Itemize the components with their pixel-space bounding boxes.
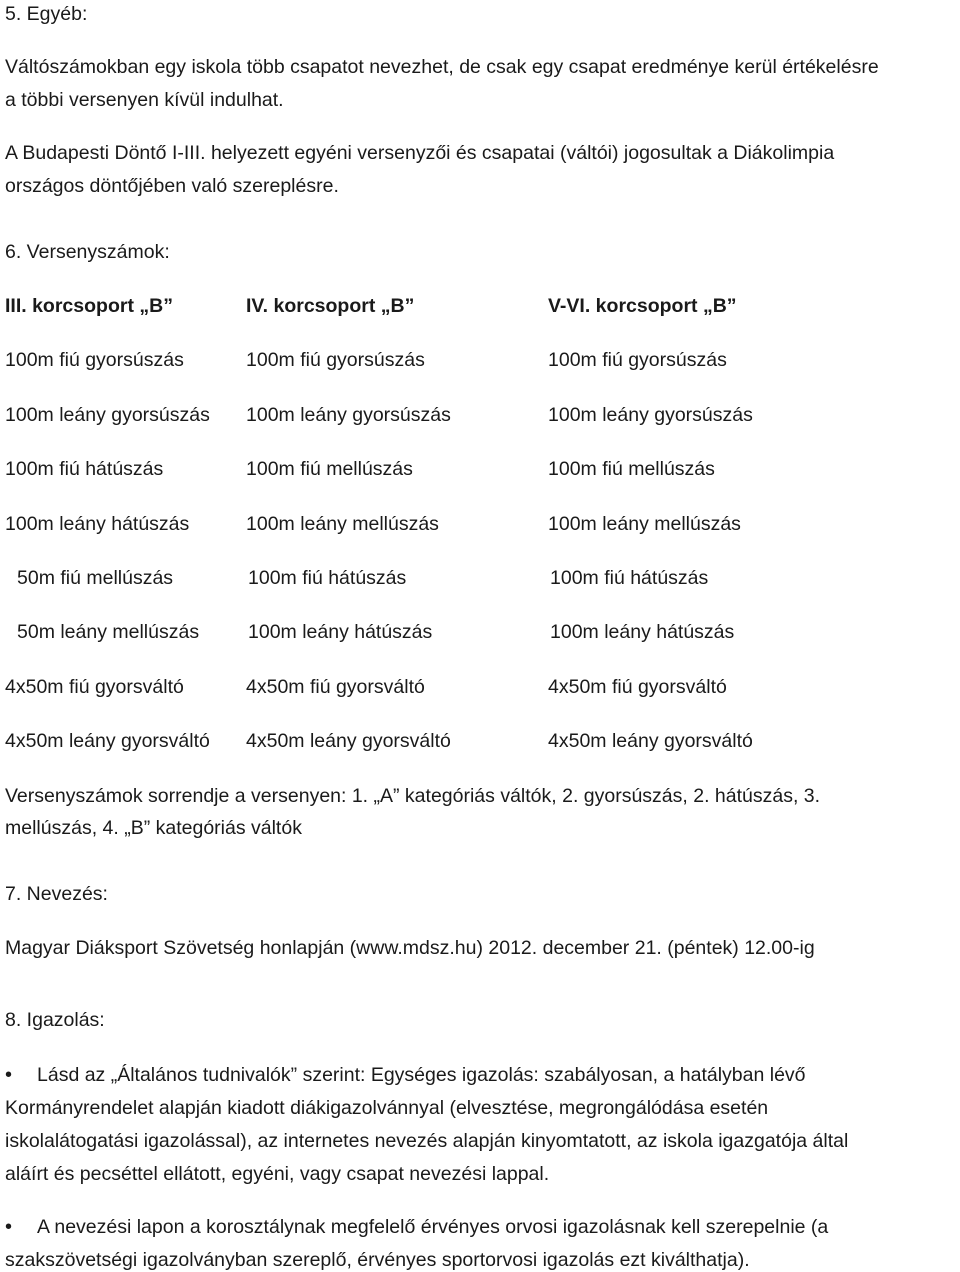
event-item: 4x50m leány gyorsváltó (246, 730, 451, 752)
event-item: 100m fiú mellúszás (246, 458, 413, 480)
event-item: 100m leány hátúszás (550, 621, 735, 643)
event-order-line-2: mellúszás, 4. „B” kategóriás váltók (5, 817, 302, 839)
event-item: 100m leány hátúszás (5, 513, 190, 535)
section-7-text: Magyar Diáksport Szövetség honlapján (www.mdsz.hu) 2012. december 21. (péntek) 12.00-ig (5, 937, 815, 959)
bullet-2-line-1: A nevezési lapon a korosztálynak megfelelő érvényes orvosi igazolásnak kell szerepelnie (a (37, 1216, 829, 1238)
bullet-icon: • (5, 1064, 13, 1086)
event-item: 100m fiú mellúszás (548, 458, 715, 480)
event-item: 100m fiú hátúszás (248, 567, 407, 589)
section-5-paragraph-2-line-1: A Budapesti Döntő I-III. helyezett egyéni versenyzői és csapatai (váltói) jogosultak a Diákolimpia (5, 142, 835, 164)
event-order-line-1: Versenyszámok sorrendje a versenyen: 1. „A” kategóriás váltók, 2. gyorsúszás, 2. hátúszás, 3. (5, 785, 821, 807)
column-header-v-vi: V-VI. korcsoport „B” (548, 295, 737, 317)
event-item: 100m leány mellúszás (246, 513, 439, 535)
event-item: 100m fiú hátúszás (5, 458, 164, 480)
bullet-1-line-1: Lásd az „Általános tudnivalók” szerint: Egységes igazolás: szabályosan, a hatályban lévő (37, 1064, 806, 1086)
bullet-icon: • (5, 1216, 13, 1238)
column-header-iii: III. korcsoport „B” (5, 295, 173, 317)
column-header-iv: IV. korcsoport „B” (246, 295, 415, 317)
event-item: 100m fiú hátúszás (550, 567, 709, 589)
event-item: 100m leány mellúszás (548, 513, 741, 535)
section-6-heading: 6. Versenyszámok: (5, 241, 170, 263)
bullet-1-line-2: Kormányrendelet alapján kiadott diákigazolvánnyal (elvesztése, megrongálódása esetén (5, 1097, 769, 1119)
bullet-1-line-3: iskolalátogatási igazolással), az internetes nevezés alapján kinyomtatott, az iskola igazgatója által (5, 1130, 849, 1152)
event-item: 50m fiú mellúszás (17, 567, 174, 589)
section-5-paragraph-2-line-2: országos döntőjében való szereplésre. (5, 175, 339, 197)
event-item: 100m leány gyorsúszás (5, 404, 210, 426)
event-item: 100m leány hátúszás (248, 621, 433, 643)
event-item: 100m leány gyorsúszás (246, 404, 451, 426)
section-8-heading: 8. Igazolás: (5, 1009, 105, 1031)
section-5-paragraph-1-line-1: Váltószámokban egy iskola több csapatot nevezhet, de csak egy csapat eredménye kerül értékelésre (5, 56, 879, 78)
event-item: 100m fiú gyorsúszás (548, 349, 727, 371)
event-item: 4x50m fiú gyorsváltó (246, 676, 425, 698)
event-item: 100m fiú gyorsúszás (5, 349, 184, 371)
event-item: 4x50m fiú gyorsváltó (548, 676, 727, 698)
event-item: 100m leány gyorsúszás (548, 404, 753, 426)
event-item: 4x50m leány gyorsváltó (5, 730, 210, 752)
section-5-paragraph-1-line-2: a többi versenyen kívül indulhat. (5, 89, 284, 111)
section-7-heading: 7. Nevezés: (5, 883, 108, 905)
event-item: 100m fiú gyorsúszás (246, 349, 425, 371)
bullet-1-line-4: aláírt és pecséttel ellátott, egyéni, vagy csapat nevezési lappal. (5, 1163, 550, 1185)
event-item: 4x50m leány gyorsváltó (548, 730, 753, 752)
event-item: 50m leány mellúszás (17, 621, 200, 643)
section-5-heading: 5. Egyéb: (5, 3, 88, 25)
bullet-2-line-2: szakszövetségi igazolványban szereplő, érvényes sportorvosi igazolás ezt kiválthatja). (5, 1249, 750, 1271)
event-item: 4x50m fiú gyorsváltó (5, 676, 184, 698)
